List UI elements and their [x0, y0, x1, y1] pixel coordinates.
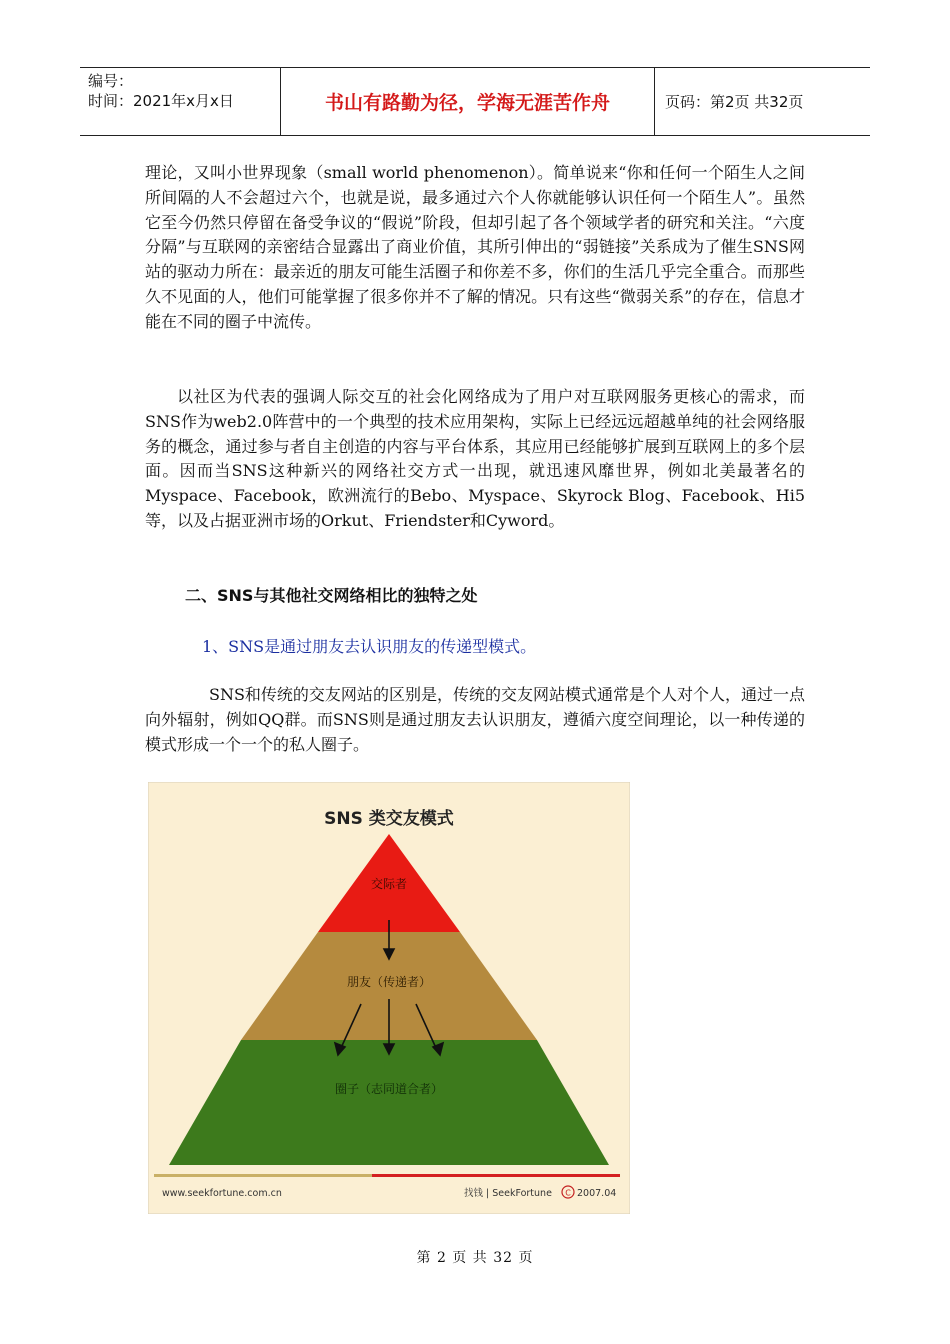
- page-footer: 第 2 页 共 32 页: [416, 1250, 534, 1266]
- paragraph-text: SNS和传统的交友网站的区别是，传统的交友网站模式通常是个人对个人，通过一点向外辐射，例如QQ群。而SNS则是通过朋友去认识朋友，遵循六度空间理论，以一种传递的模式形成一个一个的私人圈子。: [145, 685, 805, 754]
- subsection-heading: 1、SNS是通过朋友去认识朋友的传递型模式。: [202, 637, 537, 656]
- figure-date: 2007.04: [577, 1188, 617, 1199]
- paragraph-social-network: [145, 385, 805, 534]
- figure-site-url: www.seekfortune.com.cn: [162, 1188, 282, 1199]
- document-date: 时间：2021年x月x日: [88, 92, 234, 110]
- sns-pyramid-figure: [148, 782, 630, 1214]
- footer-bar-left: [154, 1174, 372, 1177]
- header-page-number: 页码：第2页 共32页: [665, 93, 804, 111]
- level-top-label: 交际者: [370, 877, 408, 891]
- paragraph-text: 理论，又叫小世界现象（small world phenomenon）。简单说来“你和任何一个陌生人之间所间隔的人不会超过六个，也就是说，最多通过六个人你就能够认识任何一个陌生人”。虽然它至今仍然只停留在备受争议的“假说”阶段，但却引起了各个领域学者的研究和关注。“六度分隔”与互联网的亲密结合显露出了商业价值，其所引伸出的“弱链接”关系成为了催生SNS网站的驱动力所在：最亲近的朋友可能生活圈子和你差不多，你们的生活几乎完全重合。而那些久不见面的人，他们可能掌握了很多你并不了解的情况。只有这些“微弱关系”的存在，信息才能在不同的圈子中流传。: [145, 163, 805, 331]
- header-table: [80, 67, 870, 136]
- figure-title: SNS 类交友模式: [324, 809, 454, 829]
- copyright-symbol: C: [565, 1188, 571, 1198]
- figure-credit: 找钱 | SeekFortune: [464, 1188, 552, 1199]
- pyramid-bottom-level: [169, 1040, 609, 1165]
- section-heading: 二、SNS与其他社交网络相比的独特之处: [185, 586, 478, 605]
- paragraph-sns-vs-traditional: [145, 683, 805, 757]
- level-bottom-label: 圈子（志同道合者）: [334, 1082, 444, 1096]
- footer-bar-right: [372, 1174, 620, 1177]
- paragraph-text: 以社区为代表的强调人际交互的社会化网络成为了用户对互联网服务更核心的需求，而SNS作为web2.0阵营中的一个典型的技术应用架构，实际上已经远远超越单纯的社会网络服务的概念，通过参与者自主创造的内容与平台体系，其应用已经能够扩展到互联网上的多个层面。因而当SNS这种新兴的网络社交方式一出现，就迅速风靡世界，例如北美最著名的Myspace、Facebook，欧洲流行的Bebo、Myspace、Skyrock Blog、Facebook、Hi5等，以及占据亚洲市场的Orkut、Friendster和Cyword。: [145, 387, 805, 530]
- level-middle-label: 朋友（传递者）: [346, 975, 432, 989]
- document-number-label: 编号：: [88, 72, 134, 90]
- paragraph-small-world: [145, 161, 805, 335]
- header-meta: [80, 68, 281, 135]
- header-motto: 书山有路勤为径，学海无涯苦作舟: [281, 68, 655, 135]
